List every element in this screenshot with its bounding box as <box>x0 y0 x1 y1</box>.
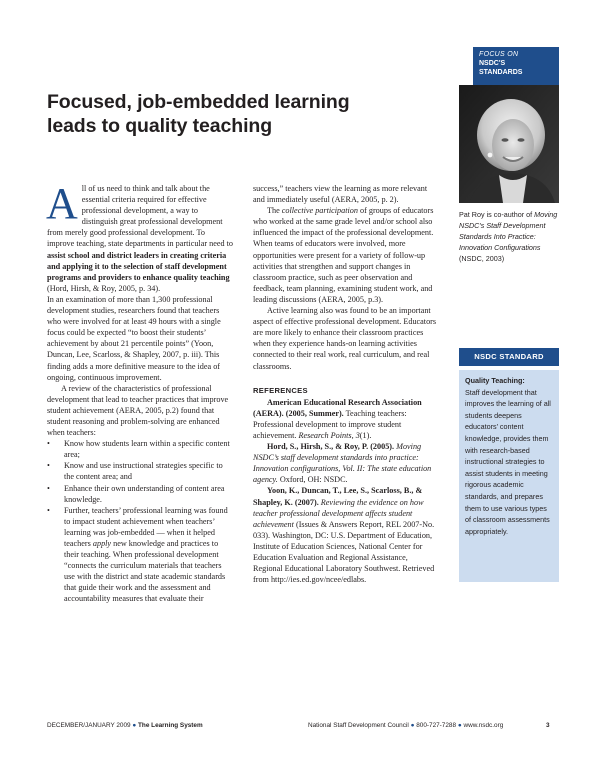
bullet-item: • Further, teachers’ professional learning was found to impact student achievement when teachers’ learning was job-embedded — when it helped teachers apply new knowledge and practices to their teaching. When professional development “connects the curriculum materials that teachers use with the district and state academic standards that guide their work and the assessment and accountability measures that evaluate their <box>47 505 228 604</box>
bullet-text: Further, teachers’ professional learning was found to impact student achievement when teachers’ learning was job-embedded — when it helped teachers <box>64 505 228 548</box>
caption-citation: (NSDC, 2003) <box>459 254 505 263</box>
standard-label: Quality Teaching: <box>465 376 525 385</box>
ref-tail: (1). <box>359 430 372 440</box>
footer-bullet-icon: ● <box>410 722 415 729</box>
ref-tail: (Issues & Answers Report, REL 2007-No. 033). Washington, DC: U.S. Department of Education, Institute of Education Sciences, National Center for Education Evaluation and Regional Assistance, Regional Educational Laboratory Southwest. Retrieved from http://ies.ed.gov/ncee/edlabs. <box>253 519 435 585</box>
footer-left <box>47 722 203 729</box>
focus-on-standards-tag <box>473 47 559 85</box>
intro-bold-text: assist school and district leaders in creating criteria and applying it to the selection of staff development programs and providers to enhance quality teaching <box>47 250 230 282</box>
footer-right <box>308 722 503 729</box>
bullet-text: Know how students learn within a specific content area; <box>64 439 230 460</box>
footer-org: National Staff Development Council <box>308 722 409 729</box>
paragraph-active-learning: Active learning also was found to be an important aspect of effective professional development. Educators are more likely to enhance their classroom practices when they experience hands-on learning activities connected to their real work, real curriculum, and real classrooms. <box>253 306 437 371</box>
ref-authors: American Educational Research Association (AERA). (2005, Summer). <box>253 397 422 418</box>
ref-source: Research Points, 3 <box>298 430 360 440</box>
footer-website: www.nsdc.org <box>463 722 504 729</box>
collective-lead: The <box>267 206 282 216</box>
paragraph-intro <box>46 179 233 294</box>
standard-text: Staff development that improves the learning of all students deepens educators' content knowledge, provides them with research-based instructional strategies to assist students in meeting rigorous academic standards, and prepares them to use various types of classroom assessments appropriately. <box>465 387 551 536</box>
paragraph-continued: success,” teachers view the learning as more relevant and immediately useful (AERA, 2005, p. 2). <box>253 184 428 205</box>
ref-source: Reviewing the evidence on how teacher professional development affects student achievement <box>253 497 424 529</box>
article-column-1 <box>46 179 233 605</box>
nsdc-standard-header: NSDC STANDARD <box>459 348 559 366</box>
caption-text: Pat Roy is co-author of <box>459 210 535 219</box>
author-portrait-photo <box>459 85 559 203</box>
bullet-italic: apply <box>92 539 112 548</box>
ref-tail: Oxford, OH: NSDC. <box>277 475 348 485</box>
references-heading: REFERENCES <box>253 385 308 395</box>
nsdc-standard-box <box>459 370 559 582</box>
ref-authors: Yoon, K., Duncan, T., Lee, S., Scarloss, B., & Shapley, K. (2007). <box>253 486 423 507</box>
bullet-text: Know and use instructional strategies specific to the content area; and <box>64 461 223 482</box>
paragraph-research: In an examination of more than 1,300 professional development studies, researchers found that teachers who were involved for at least 49 hours with a single focus could be expected “to boost their students’ achievement by about 21 percentile points” (Yoon, Duncan, Lee, Scarloss, & Shapley, 2007, p. iii). This finding adds a more definitive measure to the idea of ongoing, continuous improvement. <box>47 294 221 382</box>
paragraph-collective <box>253 205 439 305</box>
drop-cap: A <box>46 179 78 228</box>
collective-text: of groups of educators who worked at the same grade level and/or school also influenced the impact of the professional development. When teams of educators were involved, more opportunities were present for a variety of follow-up activities that strengthen and support changes in classroom practice, such as peer observation and feedback, team planning, examining student work, and leading discussions (AERA, 2005, p.3). <box>253 206 434 304</box>
article-column-2 <box>253 183 439 585</box>
bullet-item: • Enhance their own understanding of content area knowledge. <box>47 483 225 504</box>
title-line-2: leads to quality teaching <box>47 115 273 137</box>
footer-publication: The Learning System <box>138 722 203 729</box>
footer-issue: DECEMBER/JANUARY 2009 <box>47 722 131 729</box>
bullet-text-cont: new knowledge and practices to their teaching. When professional development “connects the curriculum materials that teachers use with the district and state academic standards that guide their work and the assessment and accountability measures that evaluate their <box>64 539 226 604</box>
intro-text: ll of us need to think and talk about the essential criteria required for effective professional development, a way to distinguish great professional development from merely good professional development. To improve teaching, state departments in particular need to <box>47 184 233 249</box>
article-title <box>47 90 417 138</box>
title-line-1: Focused, job-embedded learning <box>47 91 350 113</box>
reference-item <box>253 485 439 585</box>
paragraph-review: A review of the characteristics of professional development that lead to teacher practices that improve student achievement (AERA, 2005, p.2) found that student reasoning and problem-solving are enhanced when teachers: <box>47 383 229 438</box>
author-caption <box>459 209 561 264</box>
intro-citation: (Hord, Hirsh, & Roy, 2005, p. 34). <box>47 283 161 293</box>
tag-line-3: STANDARDS <box>479 69 523 76</box>
ref-text: Teaching teachers: Professional development to improve student achievement. <box>253 408 407 440</box>
footer-bullet-icon: ● <box>132 722 137 729</box>
caption-book-title: Moving NSDC's Staff Development Standards Into Practice: Innovation Configurations <box>459 210 558 252</box>
tag-line-1: FOCUS ON <box>479 51 519 58</box>
footer-phone: 800-727-7288 <box>416 722 457 729</box>
page-number: 3 <box>546 722 550 729</box>
ref-source: Moving NSDC’s staff development standards into practice: Innovation configurations, Vol. II: The state education agency. <box>253 442 432 485</box>
ref-authors: Hord, S., Hirsh, S., & Roy, P. (2005). <box>267 442 395 452</box>
bullet-item: • Know and use instructional strategies specific to the content area; and <box>47 461 223 482</box>
reference-item <box>253 441 439 485</box>
reference-item <box>253 397 439 441</box>
collective-italic: collective participation <box>281 206 358 216</box>
bullet-text: Enhance their own understanding of content area knowledge. <box>64 483 225 504</box>
bullet-item: • Know how students learn within a specific content area; <box>47 439 230 460</box>
footer-bullet-icon: ● <box>457 722 462 729</box>
tag-line-2: NSDC'S <box>479 60 506 67</box>
